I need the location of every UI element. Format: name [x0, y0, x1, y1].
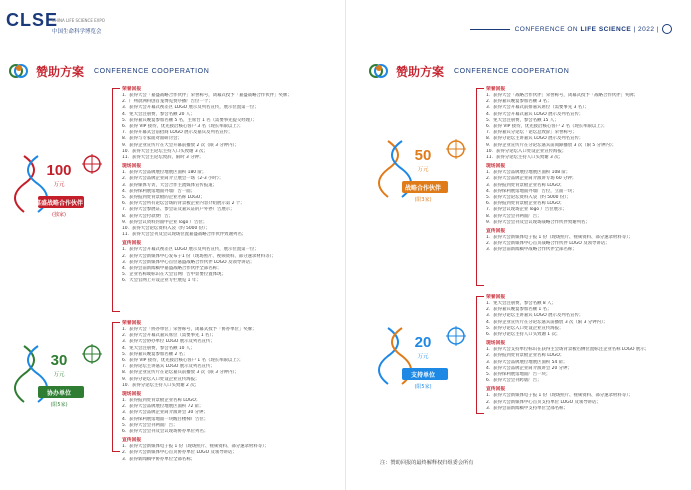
benefit-line: 5．免大会注册费，参会名额 15 人；: [486, 117, 559, 123]
benefit-line: 7．获得会议现场企业 logo 广告位展示；: [486, 207, 567, 213]
tier-badge-30: [10, 340, 108, 422]
tier-name: 嘉盛战略合作伙伴: [34, 200, 83, 207]
tier-count: (独家): [52, 212, 66, 218]
benefit-line: 1．获得大会「战略合作伙伴」荣誉称号，闭幕式授予「战略合作伙伴」奖牌；: [486, 93, 639, 98]
benefit-line: 9．获得分论坛入口处设企业宣传海报；: [122, 376, 200, 382]
benefit-line: 11．获得分论坛主持人口头致谢 3 次；: [486, 155, 564, 161]
benefit-heading: 荣誉回报: [486, 295, 506, 300]
benefit-line: 7．获得嘉宾分论坛「论坛总致辞」荣誉称号；: [486, 130, 577, 136]
tier-badge-50: [374, 135, 472, 217]
benefit-line: 7．获得开幕式会前招商 LOGO 展示及嘉宾及列名宣传；: [122, 130, 233, 136]
benefit-line: 9．获得大会会刊及会议现场战略合作伙伴致谢列名；: [486, 219, 590, 225]
tier-name: 战略合作伙伴: [404, 185, 441, 192]
benefit-heading: 宣传回报: [122, 241, 142, 247]
benefit-line: 3．获得大会品牌企业简介演讲会 30 分钟；: [122, 410, 208, 416]
tier-unit: 万元: [417, 167, 429, 173]
benefit-line: 6．获得报到处背景板企业名称 LOGO；: [486, 201, 565, 207]
benefit-line: 5．获得报到处背景板的企业名称 LOGO；: [122, 195, 205, 201]
footnote: 注：赞助回报的最终解释权归组委会所有: [380, 460, 474, 466]
benefit-line: 2．广州晨洲科创首笼博览赞序播广告位一个；: [122, 99, 213, 105]
benefit-line: 4．获得保利展馆地面一块醒目楼梯广告位；: [122, 416, 209, 422]
benefit-line: 9．获得企业宣传片在大会开幕前播放 2 次（限 3 分钟内）；: [122, 142, 240, 148]
benefit-line: 7．获得论坛主讲嘉宾 LOGO 展示及列名宣传；: [122, 364, 215, 370]
benefit-line: 9．获得会议资料封面中企业 logo 广告位；: [122, 219, 208, 225]
benefits-30: [122, 320, 342, 463]
benefit-line: 3．获得会前新闻稿中支持单位全部名称；: [486, 405, 568, 411]
bracket-30: [112, 322, 120, 452]
benefit-line: 6．获得大会所有论坛会场的背景板企业内容介绍展示第 2 个；: [122, 201, 245, 207]
logo-subtitle: CHINA LIFE SCIENCE EXPO: [52, 18, 105, 23]
section-swirl-icon: [368, 62, 390, 80]
benefit-line: 1．免大会注册费，参会名额 8 人；: [486, 301, 556, 306]
benefit-line: 2．获得大会新媒体中心首页支持单位 LOGO 及领导讲话；: [486, 399, 601, 405]
header-bold: LIFE SCIENCE: [580, 26, 632, 33]
benefit-line: 8．获得大会付款费广告；: [122, 213, 174, 219]
benefit-line: 10．获得分论坛入口处设企业宣传海报；: [486, 148, 567, 154]
benefit-line: 7．获得大会参展证、参会证及嘉宾证的户外停广告展示；: [122, 207, 235, 213]
benefit-line: 3．获得大会新媒体中心首位嘉盛战略合作伙伴 LOGO 及领导讲话；: [122, 259, 255, 265]
benefit-line: 3．获得大会品牌展位地展区面积 54 ㎡；: [486, 359, 568, 365]
benefit-heading: 荣誉回报: [486, 87, 506, 92]
clse-logo: [6, 8, 105, 38]
benefit-line: 5．获得保利展馆地面广告一块；: [486, 372, 551, 378]
benefit-line: 3．获得新闻稿中协办单位全部名称；: [122, 456, 196, 462]
benefit-heading: 现场回报: [122, 164, 142, 170]
section-title-right: [368, 62, 569, 80]
tier-name: 协办单位: [46, 390, 71, 397]
benefit-line: 2．获得嘉宾晚宴参加名额 3 名；: [486, 99, 552, 105]
benefit-line: 2．获得大会开幕式嘉宾席位（需要事先 1 名）；: [122, 333, 216, 339]
tier-amount: 50: [414, 147, 432, 164]
benefit-line: 11．获得大会会刊及会议现场位置嘉盛战略合作伙伴致谢列名；: [122, 232, 247, 238]
tier-amount: 20: [414, 334, 432, 351]
tier-badge-20: [374, 322, 472, 404]
benefit-line: 1．获得大会品牌展位地展区面积 108 ㎡；: [486, 170, 571, 176]
benefit-line: 3．获得媒体专访，大会合作主流媒体宣传报道；: [122, 182, 217, 188]
benefit-heading: 宣传回报: [122, 438, 142, 444]
benefit-heading: 现场回报: [486, 164, 506, 170]
page-fold: [345, 0, 346, 490]
benefit-line: 3．获得大会协办单位 LOGO 展示及列名宣传；: [122, 339, 215, 345]
benefit-line: 2．获得大会新媒体中心首页协办单位 LOGO 及领导讲话；: [122, 450, 237, 456]
benefit-line: 1．获得大会开幕式视差区 LOGO 展示及列名宣传，展示位置第一位；: [122, 247, 259, 253]
section-title-en: CONFERENCE COOPERATION: [94, 67, 210, 75]
tier-unit: 万元: [417, 354, 429, 360]
benefit-line: 2．获得大会品牌企业简介立展会一场（2-3 小时）；: [122, 176, 224, 182]
benefit-line: 3．获得大会开幕式前排嘉宾席位（需要事先 3 名）；: [486, 105, 589, 111]
benefit-line: 6．大会官网上开设企业专栏展览 1 年；: [122, 278, 201, 284]
benefit-line: 6．获得 VIP 接待，优先接洽核心客户 3 名（现长率限以上）；: [122, 124, 244, 130]
tier-count: (限5家): [414, 384, 432, 390]
benefit-line: 1．获得大会「嘉盛战略合作伙伴」荣誉称号，闭幕式授予「嘉盛战略合作伙伴」奖牌；: [122, 93, 292, 98]
benefit-heading: 荣誉回报: [122, 87, 142, 92]
tier-count: (限5家): [50, 402, 68, 408]
benefit-line: 4．获得保利展馆地面外墙广告位，立面一块；: [486, 188, 577, 194]
benefit-line: 6．获得大会会刊及会议现场协办单位列名；: [122, 429, 209, 435]
benefits-50: [486, 86, 684, 254]
tier-unit: 万元: [53, 372, 65, 378]
benefit-line: 5．企业名称或标识在大会官网广告中显要位置体现；: [122, 272, 226, 278]
benefit-line: 1．获得报到处背景板企业名称 LOGO；: [122, 398, 201, 404]
benefit-line: 4．获得保利展馆地面外墙广告一面；: [122, 188, 196, 194]
logo-text: CLSE: [6, 10, 59, 30]
benefit-line: 1．获得大会新媒体电子报 1 份（现场照片、视频资料、部分速录材料等）；: [122, 444, 269, 450]
benefit-line: 4．获得大会品牌企业简介演讲会 20 分钟；: [486, 365, 572, 371]
benefit-line: 5．获得嘉宾晚宴参加名额 2 名；: [122, 351, 188, 357]
benefit-line: 8．获得分论坛主讲嘉宾 LOGO 展示及列名宣传；: [486, 136, 584, 142]
benefit-line: 4．免大会注册费，参会名额 20 人；: [122, 111, 195, 117]
benefit-line: 5．获得大会论坛资料入袋（约 5000 份）；: [486, 195, 571, 201]
globe-icon: [662, 24, 672, 34]
benefit-line: 2．获得大会品牌展位地展区面积 72 ㎡；: [122, 404, 204, 410]
section-title-cn: 赞助方案: [36, 64, 85, 79]
section-title-cn: 赞助方案: [396, 64, 445, 79]
benefit-line: 2．获得大会新媒体中心首页战略合作伙伴 LOGO 及领导讲话；: [486, 241, 610, 247]
benefit-line: 1．获得大会新媒体电子报 1 份（现场照片、视频资料、部分速录材料等）；: [486, 235, 633, 241]
benefit-heading: 宣传回报: [486, 387, 506, 393]
benefit-line: 5．获得分论坛入口处设企业宣传海报；: [486, 325, 564, 331]
benefit-line: 10．获得大会论坛资料入袋（约 5000 份）；: [122, 226, 210, 232]
logo-chinese: 中国生命科学博览会: [52, 29, 102, 35]
tier-amount: 30: [50, 352, 68, 369]
bracket-50: [476, 88, 484, 286]
benefit-line: 1．获得大会支持单位标识在获得主会场背景板右侧位置标注企业名称 LOGO 展示；: [486, 347, 650, 353]
benefit-heading: 现场回报: [486, 341, 506, 347]
benefit-heading: 荣誉回报: [122, 321, 142, 326]
benefit-line: 5．获得嘉宾晚宴参加名额 5 名，主席台 1 名（需要事先提交经理）；: [122, 117, 257, 123]
benefit-line: 3．获得会前新闻稿中战略合作伙伴全部名称；: [486, 247, 577, 253]
header-rule: [470, 29, 510, 30]
benefit-line: 2．获得大会品牌企业简介演讲专场 60 分钟；: [486, 176, 577, 182]
benefits-100: [122, 86, 342, 285]
bracket-100: [112, 88, 120, 312]
benefit-line: 3．获得大会开幕式视差区 LOGO 展示及列名宣传，展示位置第一位；: [122, 105, 259, 111]
header-prefix: CONFERENCE ON: [514, 26, 581, 33]
benefit-line: 1．获得大会新媒体电子报 1 份（现场照片、视频资料、部分速录材料等）；: [486, 393, 633, 399]
benefit-line: 10．获得分论坛主持人口头致谢 2 次；: [122, 382, 200, 388]
benefit-line: 6．获得大会会刊跨版广告；: [486, 378, 542, 384]
benefit-line: 10．获得大会主论坛主持人口头致谢 3 次；: [122, 148, 208, 154]
benefit-line: 6．获得 VIP 接待，优先接洽核心客户 1 名（现长率限以上）；: [122, 358, 244, 364]
benefit-line: 2．获得报到处背景板企业名称 LOGO；: [486, 353, 565, 359]
section-title-en: CONFERENCE COOPERATION: [454, 67, 570, 75]
benefit-line: 2．获得大会新媒体中心发布子1 份（现场照片、视频资料、部分速录材料等）；: [122, 253, 277, 259]
benefit-line: 1．获得大会品牌展位地展区面积 180 ㎡；: [122, 170, 207, 176]
benefit-line: 1．获得大会「协办单位」荣誉称号，闭幕式授予「协办单位」奖牌；: [122, 327, 257, 332]
benefit-line: 4．免大会注册费，参会名额 10 人；: [122, 345, 195, 351]
benefit-line: 3．获得报到处背景板企业名称 LOGO；: [486, 182, 565, 188]
benefit-line: 11．获得大会主论坛致辞，限时 3 分钟；: [122, 155, 204, 161]
tier-badge-100: [10, 150, 108, 232]
benefit-line: 6．获得 VIP 接待，优先接洽核心客户 2 名（现长率限以上）；: [486, 124, 608, 130]
benefit-line: 9．获得企业宣传片在分论坛嘉宾前间隙播放 3 次（限 5 分钟内）；: [486, 142, 617, 148]
bracket-20: [476, 296, 484, 414]
benefit-line: 8．获得与专家面对面研讨会；: [122, 136, 182, 142]
section-title-left: [8, 62, 209, 80]
benefit-heading: 现场回报: [122, 392, 142, 398]
benefit-line: 6．获得分论坛主持人口头致谢 1 次；: [486, 332, 561, 338]
benefit-line: 3．获得分论坛主讲嘉宾 LOGO 展示及列名宣传；: [486, 313, 584, 319]
benefit-line: 8．获得大会会刊两面广告；: [486, 213, 542, 219]
benefit-heading: 宣传回报: [486, 229, 506, 235]
benefit-line: 8．获得企业宣传片在论坛嘉宾前播放 3 次（限 3 分钟内）；: [122, 370, 240, 376]
section-swirl-icon: [8, 62, 30, 80]
header-conference-title: [515, 26, 659, 33]
benefits-20: [486, 294, 684, 412]
tier-name: 支持单位: [410, 372, 435, 379]
benefit-line: 2．获得嘉宾晚宴参加名额 1 名；: [486, 307, 552, 313]
tier-amount: 100: [46, 162, 72, 179]
benefit-line: 4．获得会前新闻稿中嘉盛战略合作伙伴全部名称；: [122, 266, 222, 272]
tier-unit: 万元: [53, 182, 65, 188]
header-year: | 2022 |: [631, 26, 659, 33]
benefit-line: 5．获得大会会刊两面广告；: [122, 422, 178, 428]
benefit-line: 4．获得企业宣传片在分论坛嘉宾前播放 3 次（限 3 分钟内）；: [486, 319, 608, 325]
benefit-line: 4．获得大会开幕式嘉宾 LOGO 展示及列名宣传；: [486, 111, 584, 117]
tier-count: (限3家): [414, 197, 432, 203]
